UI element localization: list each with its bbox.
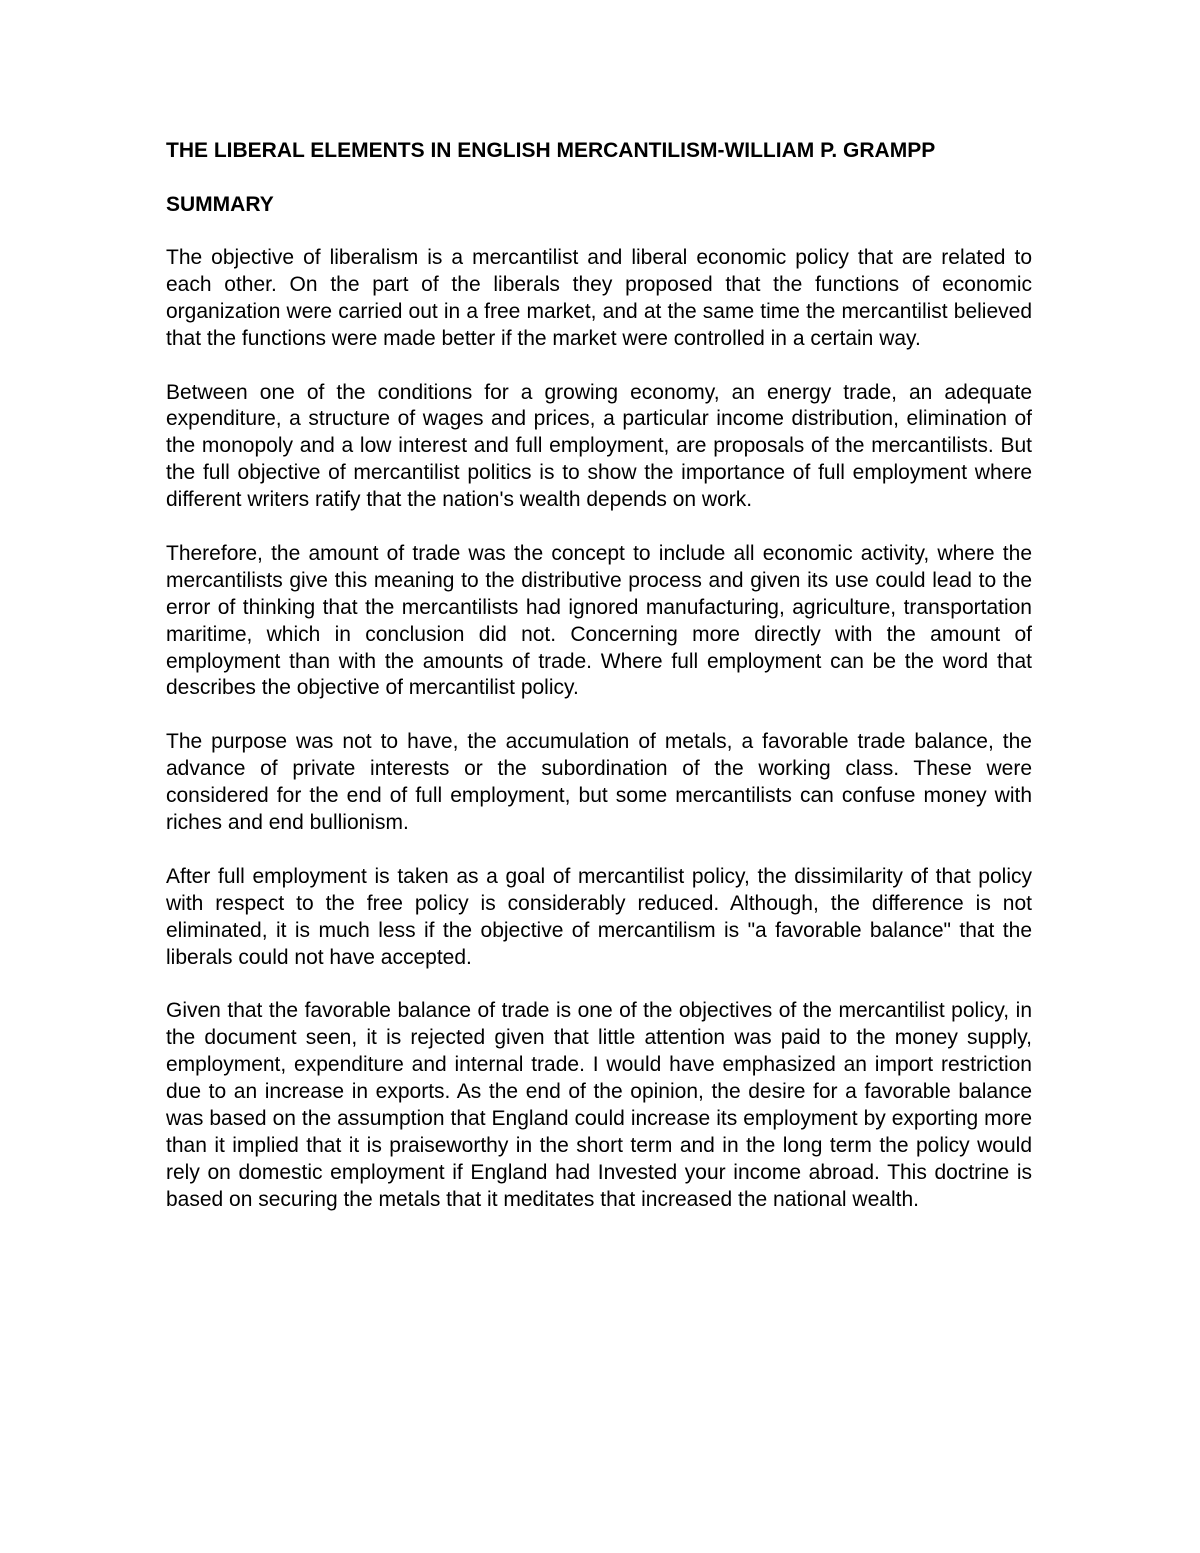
paragraph: The objective of liberalism is a mercantilist and liberal economic policy that are related to each other. On the part of the liberals they proposed that the functions of economic organization were carried out in a free market, and at the same time the mercantilist believed that the functions were made better if the market were controlled in a certain way. bbox=[166, 246, 1032, 350]
section-heading: SUMMARY bbox=[166, 193, 274, 216]
document-title: THE LIBERAL ELEMENTS IN ENGLISH MERCANTILISM-WILLIAM P. GRAMPP bbox=[166, 139, 936, 162]
paragraph: The purpose was not to have, the accumulation of metals, a favorable trade balance, the advance of private interests or the subordination of the working class. These were considered for the end of full employment, but some mercantilists can confuse money with riches and end bullionism. bbox=[166, 730, 1032, 834]
paragraph: Given that the favorable balance of trade is one of the objectives of the mercantilist policy, in the document seen, it is rejected given that little attention was paid to the money supply, employment, expenditure and internal trade. I would have emphasized an import restriction due to an increase in exports. As the end of the opinion, the desire for a favorable balance was based on the assumption that England could increase its employment by exporting more than it implied that it is praiseworthy in the short term and in the long term the policy would rely on domestic employment if England had Invested your income abroad. This doctrine is based on securing the metals that it meditates that increased the national wealth. bbox=[166, 999, 1032, 1211]
paragraph: After full employment is taken as a goal of mercantilist policy, the dissimilarity of that policy with respect to the free policy is considerably reduced. Although, the difference is not eliminated, it is much less if the objective of mercantilism is "a favorable balance" that the liberals could not have accepted. bbox=[166, 864, 1032, 969]
document-page bbox=[166, 138, 1032, 1240]
paragraph: Therefore, the amount of trade was the concept to include all economic activity, where the mercantilists give this meaning to the distributive process and given its use could lead to the error of thinking that the mercantilists had ignored manufacturing, agriculture, transportation maritime, which in conclusion did not. Concerning more directly with the amount of employment than with the amounts of trade. Where full employment can be the word that describes the objective of mercantilist policy. bbox=[166, 541, 1032, 700]
paragraph: Between one of the conditions for a growing economy, an energy trade, an adequate expenditure, a structure of wages and prices, a particular income distribution, elimination of the monopoly and a low interest and full employment, are proposals of the mercantilists. But the full objective of mercantilist politics is to show the importance of full employment where different writers ratify that the nation's wealth depends on work. bbox=[166, 380, 1032, 512]
